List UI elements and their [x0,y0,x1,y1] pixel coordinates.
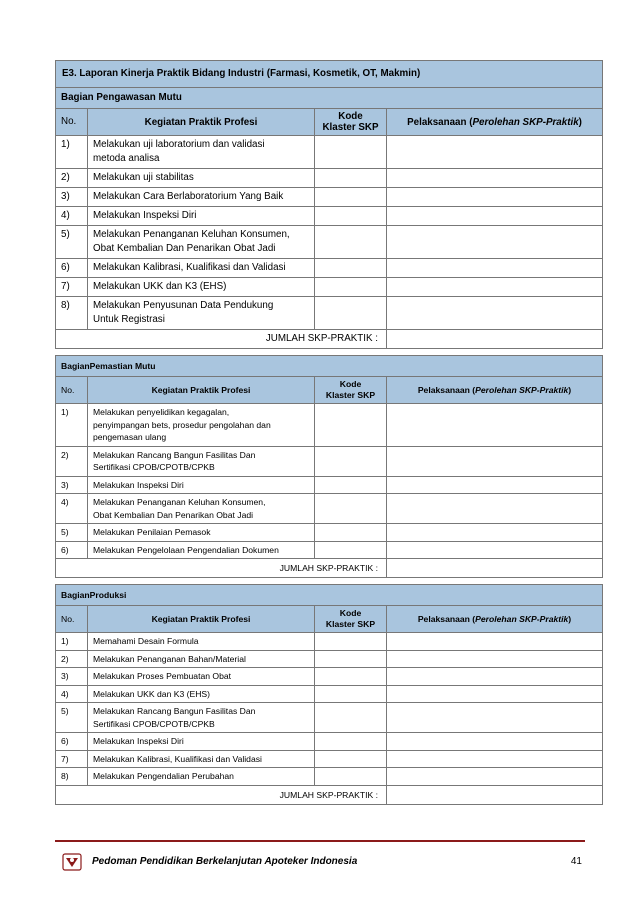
row-number: 6) [56,541,88,559]
table-pengawasan-mutu [55,60,603,349]
kode-klaster-cell[interactable] [315,259,387,278]
table-row [56,494,603,524]
row-number: 1) [56,633,88,651]
activity-cell [88,188,315,207]
activity-text: Melakukan Penanganan Bahan/Material [93,653,246,664]
footer-title: Pedoman Pendidikan Berkelanjutan Apoteker Indonesia [92,856,358,867]
column-header-row [56,606,603,633]
table-row [56,207,603,226]
activity-text: Melakukan Inspeksi Diri [93,479,184,490]
activity-text: Melakukan UKK dan K3 (EHS) [93,281,227,292]
table-row [56,685,603,703]
activity-text: metoda analisa [93,153,160,164]
activity-text: Obat Kembalian Dan Penarikan Obat Jadi [93,509,254,520]
pelaksanaan-cell[interactable] [387,733,603,751]
table-row [56,259,603,278]
col-header-kegiatan: Kegiatan Praktik Profesi [88,109,315,136]
activity-text: Melakukan Proses Pembuatan Obat [93,671,232,681]
activity-cell [88,524,315,542]
report-title: E3. Laporan Kinerja Praktik Bidang Industri (Farmasi, Kosmetik, OT, Makmin) [56,61,603,88]
activity-cell [88,685,315,703]
table-row [56,633,603,651]
activity-text: Melakukan Pengendalian Perubahan [93,771,234,781]
pelaksanaan-cell[interactable] [387,494,603,524]
activity-text: Melakukan uji stabilitas [93,172,194,183]
pelaksanaan-cell[interactable] [387,207,603,226]
col-header-kegiatan: Kegiatan Praktik Profesi [88,606,315,633]
activity-text: Melakukan Pengelolaan Pengendalian Dokumen [93,544,279,555]
activity-cell [88,446,315,476]
page-number: 41 [570,856,582,867]
row-number: 2) [56,169,88,188]
activity-cell [88,226,315,259]
col-header-no: No. [56,377,88,404]
total-row [56,785,603,804]
kode-klaster-cell[interactable] [315,494,387,524]
section-title: BagianPemastian Mutu [56,356,603,377]
activity-text: Memahami Desain Formula [93,636,199,646]
col-header-kode: Kode Klaster SKP [315,377,387,404]
pelaksanaan-cell[interactable] [387,703,603,733]
kode-klaster-cell[interactable] [315,650,387,668]
activity-cell [88,768,315,786]
table-row [56,541,603,559]
row-number: 2) [56,650,88,668]
activity-text: Melakukan Rancang Bangun Fasilitas Dan [93,449,256,460]
kode-klaster-cell[interactable] [315,668,387,686]
table-row [56,136,603,169]
total-value-cell[interactable] [387,330,603,349]
table-row [56,188,603,207]
kode-klaster-cell[interactable] [315,733,387,751]
activity-text: Melakukan Penanganan Keluhan Konsumen, [93,229,290,240]
activity-text: Melakukan penyelidikan kegagalan, [93,407,230,417]
section-title: BagianProduksi [56,585,603,606]
activity-cell [88,750,315,768]
total-label: JUMLAH SKP-PRAKTIK : [56,785,387,804]
activity-text: penyimpangan bets, prosedur pengolahan dan [93,419,271,430]
pelaksanaan-cell[interactable] [387,685,603,703]
activity-text: Obat Kembalian Dan Penarikan Obat Jadi [93,243,276,254]
activity-cell [88,259,315,278]
activity-cell [88,136,315,169]
row-number: 3) [56,188,88,207]
pelaksanaan-cell[interactable] [387,541,603,559]
pelaksanaan-cell[interactable] [387,169,603,188]
section-title: Bagian Pengawasan Mutu [56,88,603,109]
table-row [56,768,603,786]
pelaksanaan-cell[interactable] [387,476,603,494]
total-row [56,559,603,578]
row-number: 5) [56,703,88,733]
activity-text: Melakukan Cara Berlaboratorium Yang Baik [93,191,284,202]
pelaksanaan-cell[interactable] [387,524,603,542]
row-number: 4) [56,207,88,226]
activity-cell [88,476,315,494]
kode-klaster-cell[interactable] [315,524,387,542]
activity-text: Melakukan Penanganan Keluhan Konsumen, [93,497,266,507]
pelaksanaan-cell[interactable] [387,768,603,786]
pelaksanaan-cell[interactable] [387,278,603,297]
col-header-no: No. [56,109,88,136]
activity-text: Sertifikasi CPOB/CPOTB/CPKB [93,462,215,472]
row-number: 5) [56,226,88,259]
activity-text: Untuk Registrasi [93,314,165,325]
pelaksanaan-cell[interactable] [387,446,603,476]
kode-klaster-cell[interactable] [315,633,387,651]
row-number: 3) [56,476,88,494]
activity-text: Melakukan Penyusunan Data Pendukung [93,300,274,311]
table-row [56,668,603,686]
activity-text: pengemasan ulang [93,432,167,442]
pelaksanaan-cell[interactable] [387,136,603,169]
row-number: 7) [56,750,88,768]
pelaksanaan-cell[interactable] [387,750,603,768]
total-label: JUMLAH SKP-PRAKTIK : [56,330,387,349]
table-row [56,476,603,494]
pelaksanaan-cell[interactable] [387,297,603,330]
activity-text: Melakukan Penilaian Pemasok [93,527,211,537]
activity-cell [88,703,315,733]
pelaksanaan-cell[interactable] [387,404,603,447]
col-header-pelaksanaan: Pelaksanaan (Perolehan SKP-Praktik) [387,606,603,633]
table-produksi [55,584,603,805]
table-row [56,297,603,330]
table-row [56,278,603,297]
total-value-cell[interactable] [387,785,603,804]
activity-cell [88,633,315,651]
table-row [56,226,603,259]
activity-text: Melakukan uji laboratorium dan validasi [93,139,265,150]
activity-cell [88,297,315,330]
kode-klaster-cell[interactable] [315,404,387,447]
table-row [56,733,603,751]
table-row [56,404,603,447]
col-header-kode: Kode Klaster SKP [315,606,387,633]
activity-cell [88,650,315,668]
row-number: 1) [56,136,88,169]
kode-klaster-cell[interactable] [315,207,387,226]
column-header-row [56,377,603,404]
activity-text: Melakukan Rancang Bangun Fasilitas Dan [93,706,256,716]
pelaksanaan-cell[interactable] [387,668,603,686]
row-number: 4) [56,494,88,524]
pelaksanaan-cell[interactable] [387,188,603,207]
activity-cell [88,404,315,447]
total-value-cell[interactable] [387,559,603,578]
row-number: 7) [56,278,88,297]
kode-klaster-cell[interactable] [315,169,387,188]
activity-text: Melakukan Inspeksi Diri [93,210,197,221]
kode-klaster-cell[interactable] [315,703,387,733]
activity-text: Melakukan Kalibrasi, Kualifikasi dan Validasi [93,753,262,764]
activity-cell [88,541,315,559]
kode-klaster-cell[interactable] [315,768,387,786]
iai-logo-icon [62,853,82,871]
row-number: 3) [56,668,88,686]
pelaksanaan-cell[interactable] [387,650,603,668]
activity-text: Melakukan UKK dan K3 (EHS) [93,688,211,699]
col-header-kode: Kode Klaster SKP [315,109,387,136]
activity-cell [88,278,315,297]
table-pemastian-mutu [55,355,603,578]
table-row [56,750,603,768]
column-header-row [56,109,603,136]
row-number: 6) [56,733,88,751]
activity-cell [88,668,315,686]
footer-rule [55,840,585,842]
row-number: 4) [56,685,88,703]
kode-klaster-cell[interactable] [315,188,387,207]
row-number: 1) [56,404,88,447]
activity-cell [88,169,315,188]
col-header-kegiatan: Kegiatan Praktik Profesi [88,377,315,404]
pelaksanaan-cell[interactable] [387,226,603,259]
table-row [56,446,603,476]
pelaksanaan-cell[interactable] [387,633,603,651]
activity-text: Melakukan Inspeksi Diri [93,736,184,746]
activity-cell [88,733,315,751]
activity-text: Melakukan Kalibrasi, Kualifikasi dan Validasi [93,262,286,273]
kode-klaster-cell[interactable] [315,297,387,330]
pelaksanaan-cell[interactable] [387,259,603,278]
row-number: 8) [56,297,88,330]
table-row [56,524,603,542]
kode-klaster-cell[interactable] [315,476,387,494]
col-header-pelaksanaan: Pelaksanaan (Perolehan SKP-Praktik) [387,377,603,404]
table-row [56,169,603,188]
activity-text: Sertifikasi CPOB/CPOTB/CPKB [93,718,215,729]
row-number: 5) [56,524,88,542]
activity-cell [88,207,315,226]
table-row [56,650,603,668]
col-header-no: No. [56,606,88,633]
row-number: 2) [56,446,88,476]
row-number: 6) [56,259,88,278]
kode-klaster-cell[interactable] [315,278,387,297]
kode-klaster-cell[interactable] [315,136,387,169]
kode-klaster-cell[interactable] [315,226,387,259]
row-number: 8) [56,768,88,786]
total-row [56,330,603,349]
kode-klaster-cell[interactable] [315,446,387,476]
kode-klaster-cell[interactable] [315,541,387,559]
col-header-pelaksanaan: Pelaksanaan (Perolehan SKP-Praktik) [387,109,603,136]
kode-klaster-cell[interactable] [315,750,387,768]
kode-klaster-cell[interactable] [315,685,387,703]
activity-cell [88,494,315,524]
total-label: JUMLAH SKP-PRAKTIK : [56,559,387,578]
table-row [56,703,603,733]
